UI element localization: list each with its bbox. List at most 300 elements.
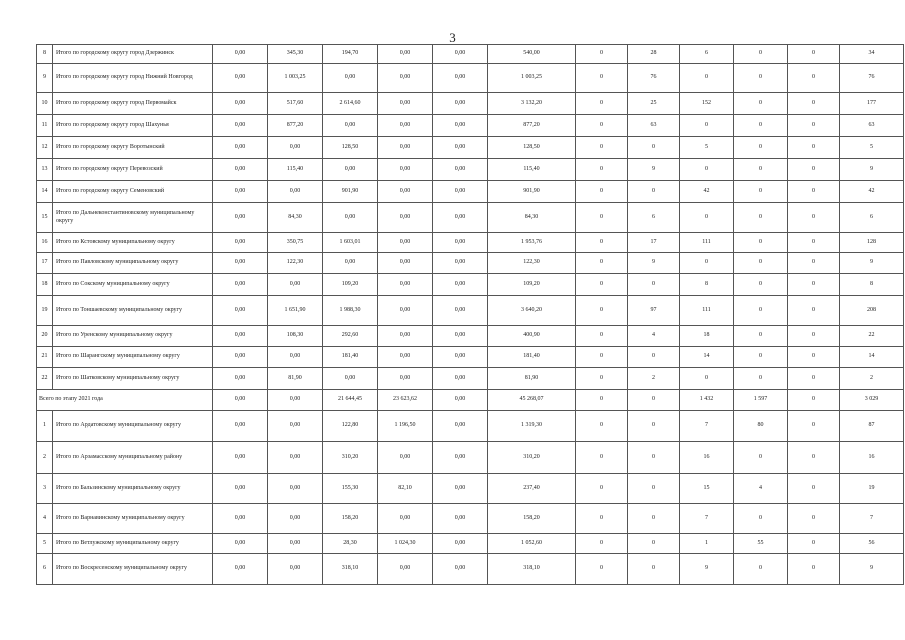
value-cell: 0 [734,296,788,326]
value-cell: 0,00 [323,64,378,93]
row-name-cell: Итого по Дальнеконстантиновскому муниципальному округу [53,203,213,233]
value-cell: 25 [628,93,680,115]
row-number-cell: 21 [37,347,53,368]
value-cell: 310,20 [488,442,576,474]
value-cell: 0,00 [268,137,323,159]
value-cell: 292,60 [323,326,378,347]
value-cell: 0 [734,326,788,347]
value-cell: 9 [628,253,680,274]
value-cell: 2 614,60 [323,93,378,115]
value-cell: 0 [628,474,680,504]
value-cell: 0 [788,93,840,115]
value-cell: 0,00 [433,274,488,296]
value-cell: 318,10 [488,554,576,585]
value-cell: 76 [840,64,904,93]
value-cell: 0 [576,442,628,474]
row-number-cell: 19 [37,296,53,326]
value-cell: 181,40 [488,347,576,368]
value-cell: 0 [788,203,840,233]
value-cell: 0 [734,274,788,296]
value-cell: 0,00 [433,159,488,181]
table-body [37,45,904,585]
value-cell: 901,90 [488,181,576,203]
row-name-cell: Итого по Уренскому муниципальному округу [53,326,213,347]
value-cell: 0,00 [433,203,488,233]
value-cell: 0 [734,64,788,93]
value-cell: 177 [840,93,904,115]
value-cell: 0 [576,93,628,115]
row-name-cell: Итого по Арзамасскому муниципальному району [53,442,213,474]
value-cell: 6 [628,203,680,233]
table-row [37,159,904,181]
table-row [37,274,904,296]
value-cell: 56 [840,534,904,554]
row-name-cell: Итого по городскому округу Воротынский [53,137,213,159]
value-cell: 0,00 [268,411,323,442]
value-cell: 0 [628,504,680,534]
value-cell: 3 132,20 [488,93,576,115]
value-cell: 0,00 [268,534,323,554]
value-cell: 0 [576,181,628,203]
value-cell: 1 319,30 [488,411,576,442]
value-cell: 0 [734,554,788,585]
value-cell: 0 [788,534,840,554]
value-cell: 0,00 [213,159,268,181]
value-cell: 0,00 [433,347,488,368]
value-cell: 3 029 [840,390,904,411]
value-cell: 0 [788,296,840,326]
table-row [37,442,904,474]
row-number-cell: 10 [37,93,53,115]
value-cell: 0,00 [268,442,323,474]
value-cell: 0 [788,181,840,203]
value-cell: 0,00 [433,390,488,411]
value-cell: 0,00 [378,296,433,326]
value-cell: 9 [840,554,904,585]
value-cell: 42 [680,181,734,203]
value-cell: 0,00 [433,233,488,253]
value-cell: 0,00 [378,274,433,296]
row-name-cell: Итого по Бальзинскому муниципальному округу [53,474,213,504]
value-cell: 0 [788,115,840,137]
value-cell: 0 [576,411,628,442]
row-name-cell: Всего по этапу 2021 года [37,390,213,411]
value-cell: 0,00 [433,137,488,159]
row-name-cell: Итого по городскому округу город Дзержинск [53,45,213,64]
value-cell: 1 024,30 [378,534,433,554]
value-cell: 0 [734,203,788,233]
row-number-cell: 16 [37,233,53,253]
value-cell: 18 [680,326,734,347]
row-number-cell: 17 [37,253,53,274]
value-cell: 0 [788,326,840,347]
table-row [37,137,904,159]
value-cell: 0,00 [433,253,488,274]
value-cell: 877,20 [268,115,323,137]
row-name-cell: Итого по Варнавинскому муниципальному округу [53,504,213,534]
value-cell: 0,00 [378,554,433,585]
value-cell: 0,00 [433,411,488,442]
row-name-cell: Итого по Шатковскому муниципальному округу [53,368,213,390]
row-number-cell: 14 [37,181,53,203]
value-cell: 0,00 [378,203,433,233]
value-cell: 0 [576,534,628,554]
value-cell: 0 [576,159,628,181]
value-cell: 0 [788,504,840,534]
value-cell: 0,00 [378,233,433,253]
value-cell: 0 [680,115,734,137]
value-cell: 8 [840,274,904,296]
value-cell: 1 003,25 [268,64,323,93]
value-cell: 0 [628,347,680,368]
value-cell: 109,20 [323,274,378,296]
value-cell: 0,00 [268,390,323,411]
value-cell: 345,30 [268,45,323,64]
value-cell: 0,00 [433,115,488,137]
value-cell: 0,00 [323,368,378,390]
row-number-cell: 4 [37,504,53,534]
row-number-cell: 13 [37,159,53,181]
value-cell: 0,00 [268,504,323,534]
value-cell: 1 651,90 [268,296,323,326]
value-cell: 28 [628,45,680,64]
value-cell: 0 [576,203,628,233]
value-cell: 0,00 [378,504,433,534]
row-name-cell: Итого по городскому округу город Первомайск [53,93,213,115]
table-row [37,45,904,64]
value-cell: 0 [576,296,628,326]
row-number-cell: 9 [37,64,53,93]
value-cell: 81,90 [268,368,323,390]
value-cell: 0 [788,159,840,181]
value-cell: 108,30 [268,326,323,347]
value-cell: 0 [576,474,628,504]
value-cell: 0,00 [213,554,268,585]
value-cell: 400,90 [488,326,576,347]
value-cell: 0 [576,326,628,347]
value-cell: 55 [734,534,788,554]
value-cell: 0,00 [378,93,433,115]
value-cell: 16 [680,442,734,474]
table-row [37,296,904,326]
value-cell: 0 [576,233,628,253]
value-cell: 0 [628,534,680,554]
table-row [37,368,904,390]
value-cell: 1 432 [680,390,734,411]
value-cell: 109,20 [488,274,576,296]
table-row [37,64,904,93]
value-cell: 0 [734,504,788,534]
budget-table [36,44,904,585]
value-cell: 1 052,60 [488,534,576,554]
table-row [37,93,904,115]
value-cell: 0,00 [268,474,323,504]
value-cell: 5 [680,137,734,159]
value-cell: 0,00 [213,45,268,64]
table-row [37,233,904,253]
value-cell: 0 [734,115,788,137]
table-row [37,326,904,347]
value-cell: 8 [680,274,734,296]
value-cell: 540,00 [488,45,576,64]
value-cell: 6 [840,203,904,233]
value-cell: 15 [680,474,734,504]
value-cell: 517,60 [268,93,323,115]
value-cell: 14 [680,347,734,368]
value-cell: 0,00 [433,534,488,554]
value-cell: 0 [628,390,680,411]
value-cell: 0,00 [213,368,268,390]
value-cell: 310,20 [323,442,378,474]
value-cell: 76 [628,64,680,93]
value-cell: 9 [628,159,680,181]
value-cell: 0,00 [213,274,268,296]
value-cell: 0 [788,442,840,474]
value-cell: 0 [734,181,788,203]
value-cell: 0 [576,390,628,411]
value-cell: 0,00 [213,137,268,159]
table-row [37,534,904,554]
value-cell: 17 [628,233,680,253]
value-cell: 0,00 [323,253,378,274]
value-cell: 0 [788,64,840,93]
value-cell: 115,40 [268,159,323,181]
value-cell: 0 [680,203,734,233]
value-cell: 0,00 [213,347,268,368]
value-cell: 0,00 [213,411,268,442]
value-cell: 1 597 [734,390,788,411]
value-cell: 1 603,01 [323,233,378,253]
table-row [37,554,904,585]
value-cell: 0 [680,64,734,93]
value-cell: 122,30 [488,253,576,274]
row-name-cell: Итого по Сокскому муниципальному округу [53,274,213,296]
value-cell: 16 [840,442,904,474]
value-cell: 0,00 [323,203,378,233]
value-cell: 9 [840,159,904,181]
value-cell: 0 [628,181,680,203]
row-number-cell: 12 [37,137,53,159]
value-cell: 0,00 [268,347,323,368]
value-cell: 0,00 [378,442,433,474]
value-cell: 84,30 [488,203,576,233]
value-cell: 0 [788,137,840,159]
value-cell: 0,00 [268,554,323,585]
value-cell: 158,20 [323,504,378,534]
row-name-cell: Итого по Павловскому муниципальному округу [53,253,213,274]
value-cell: 0,00 [378,347,433,368]
value-cell: 901,90 [323,181,378,203]
value-cell: 0,00 [378,181,433,203]
value-cell: 122,80 [323,411,378,442]
value-cell: 1 [680,534,734,554]
value-cell: 0 [628,411,680,442]
value-cell: 0 [788,474,840,504]
value-cell: 1 953,76 [488,233,576,253]
value-cell: 0,00 [433,45,488,64]
value-cell: 42 [840,181,904,203]
value-cell: 0 [576,347,628,368]
row-number-cell: 15 [37,203,53,233]
value-cell: 9 [680,554,734,585]
value-cell: 82,10 [378,474,433,504]
page-number: 3 [449,30,456,45]
value-cell: 0,00 [213,296,268,326]
value-cell: 155,30 [323,474,378,504]
row-name-cell: Итого по городскому округу Семеновский [53,181,213,203]
value-cell: 0 [788,554,840,585]
value-cell: 28,30 [323,534,378,554]
value-cell: 0 [788,390,840,411]
value-cell: 0,00 [378,137,433,159]
value-cell: 128,50 [488,137,576,159]
value-cell: 0 [680,159,734,181]
value-cell: 877,20 [488,115,576,137]
row-name-cell: Итого по городскому округу город Нижний Новгород [53,64,213,93]
value-cell: 0,00 [433,64,488,93]
value-cell: 350,75 [268,233,323,253]
value-cell: 0 [576,504,628,534]
value-cell: 0,00 [268,274,323,296]
value-cell: 0,00 [213,390,268,411]
value-cell: 0,00 [213,64,268,93]
value-cell: 63 [840,115,904,137]
value-cell: 0 [576,554,628,585]
row-number-cell: 18 [37,274,53,296]
row-number-cell: 1 [37,411,53,442]
value-cell: 0 [576,137,628,159]
value-cell: 128,50 [323,137,378,159]
row-number-cell: 22 [37,368,53,390]
value-cell: 9 [840,253,904,274]
value-cell: 0 [576,45,628,64]
table-row [37,115,904,137]
value-cell: 0,00 [268,181,323,203]
value-cell: 122,30 [268,253,323,274]
value-cell: 0 [734,368,788,390]
value-cell: 0,00 [433,554,488,585]
row-number-cell: 2 [37,442,53,474]
value-cell: 2 [840,368,904,390]
value-cell: 128 [840,233,904,253]
value-cell: 80 [734,411,788,442]
value-cell: 115,40 [488,159,576,181]
value-cell: 181,40 [323,347,378,368]
value-cell: 0,00 [213,474,268,504]
value-cell: 0,00 [323,159,378,181]
value-cell: 0 [788,253,840,274]
value-cell: 0,00 [378,253,433,274]
value-cell: 0,00 [213,181,268,203]
value-cell: 0 [734,93,788,115]
value-cell: 63 [628,115,680,137]
value-cell: 87 [840,411,904,442]
value-cell: 0 [680,253,734,274]
value-cell: 0,00 [213,203,268,233]
value-cell: 152 [680,93,734,115]
value-cell: 0,00 [378,159,433,181]
value-cell: 111 [680,296,734,326]
table-row [37,504,904,534]
value-cell: 7 [680,411,734,442]
value-cell: 0 [734,347,788,368]
value-cell: 0 [680,368,734,390]
value-cell: 0 [734,233,788,253]
value-cell: 23 623,62 [378,390,433,411]
value-cell: 0,00 [213,442,268,474]
row-name-cell: Итого по Ардатовскому муниципальному округу [53,411,213,442]
row-number-cell: 5 [37,534,53,554]
value-cell: 84,30 [268,203,323,233]
value-cell: 0 [576,115,628,137]
row-name-cell: Итого по Тоншаевскому муниципальному округу [53,296,213,326]
row-name-cell: Итого по городскому округу город Шахунья [53,115,213,137]
value-cell: 0,00 [378,368,433,390]
value-cell: 5 [840,137,904,159]
row-name-cell: Итого по Воскресенскому муниципальному округу [53,554,213,585]
row-name-cell: Итого по Ветлужскому муниципальному округу [53,534,213,554]
row-number-cell: 8 [37,45,53,64]
value-cell: 45 268,07 [488,390,576,411]
value-cell: 22 [840,326,904,347]
value-cell: 4 [734,474,788,504]
value-cell: 0 [628,137,680,159]
value-cell: 7 [680,504,734,534]
value-cell: 1 196,50 [378,411,433,442]
value-cell: 0 [734,45,788,64]
table-row [37,474,904,504]
value-cell: 97 [628,296,680,326]
row-number-cell: 11 [37,115,53,137]
value-cell: 0,00 [213,233,268,253]
value-cell: 0,00 [323,115,378,137]
row-name-cell: Итого по городскому округу Перевозский [53,159,213,181]
row-number-cell: 3 [37,474,53,504]
value-cell: 0,00 [213,253,268,274]
value-cell: 4 [628,326,680,347]
value-cell: 2 [628,368,680,390]
value-cell: 208 [840,296,904,326]
value-cell: 0,00 [433,474,488,504]
value-cell: 21 644,45 [323,390,378,411]
value-cell: 0,00 [213,534,268,554]
value-cell: 0,00 [213,326,268,347]
value-cell: 0 [576,253,628,274]
value-cell: 0 [788,233,840,253]
value-cell: 1 988,30 [323,296,378,326]
value-cell: 19 [840,474,904,504]
value-cell: 7 [840,504,904,534]
value-cell: 0 [788,45,840,64]
value-cell: 0 [788,347,840,368]
value-cell: 0 [734,159,788,181]
row-number-cell: 6 [37,554,53,585]
value-cell: 0,00 [213,93,268,115]
value-cell: 0 [788,368,840,390]
value-cell: 0 [788,411,840,442]
value-cell: 0,00 [433,296,488,326]
value-cell: 14 [840,347,904,368]
table-row [37,347,904,368]
value-cell: 111 [680,233,734,253]
value-cell: 0 [628,554,680,585]
value-cell: 237,40 [488,474,576,504]
table-row [37,411,904,442]
table-total-row [37,390,904,411]
value-cell: 0,00 [433,181,488,203]
value-cell: 0,00 [433,442,488,474]
value-cell: 194,70 [323,45,378,64]
